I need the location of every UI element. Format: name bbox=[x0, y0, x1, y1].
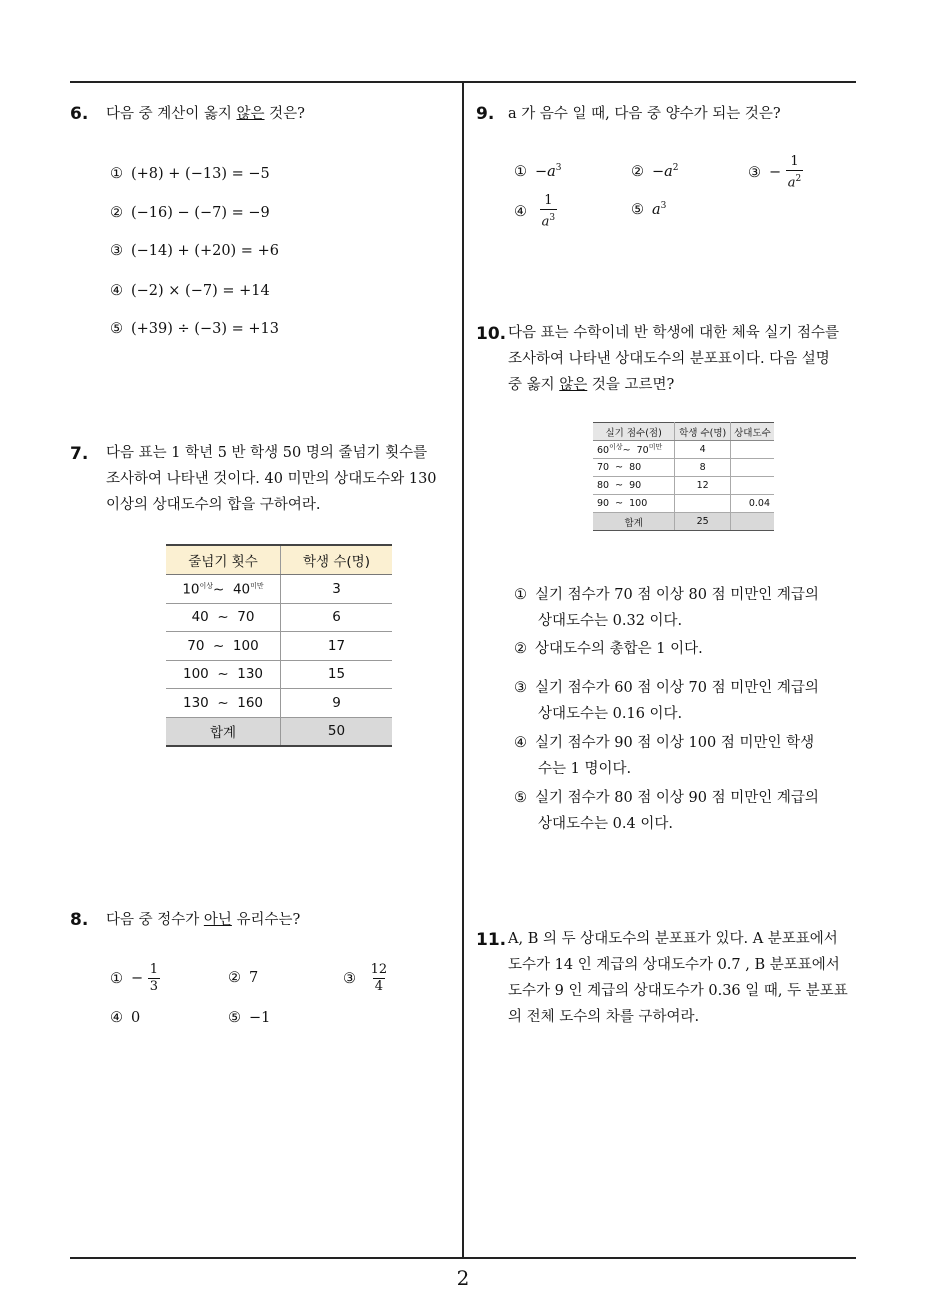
table-header: 줄넘기 횟수 bbox=[166, 545, 281, 575]
jump-rope-frequency-table bbox=[166, 544, 392, 747]
pe-score-relative-frequency-table bbox=[593, 422, 774, 531]
table-cell: $60^{이상}\sim$ $70^{미만}$ bbox=[593, 441, 675, 459]
q10-option-3[interactable]: ③ 실기 점수가 60 점 이상 70 점 미만인 계급의 상대도수는 0.16 이다. bbox=[514, 680, 819, 722]
q9-option-2[interactable]: ② $-a^2$ bbox=[631, 163, 679, 180]
table-header: 상대도수 bbox=[730, 423, 774, 441]
table-cell: 70 ~ 80 bbox=[593, 459, 675, 477]
q8-option-2[interactable]: ② 7 bbox=[228, 970, 259, 986]
q7-prompt: 다음 표는 1 학년 5 반 학생 50 명의 줄넘기 횟수를 조사하여 나타낸 것이다. 40 미만의 상대도수와 130 이상의 상대도수의 합을 구하여라. bbox=[106, 445, 437, 513]
table-cell bbox=[675, 495, 731, 513]
table-header-row bbox=[593, 423, 774, 441]
q8-option-5[interactable]: ⑤ −1 bbox=[228, 1010, 271, 1026]
q10-number: 10. bbox=[476, 324, 507, 344]
table-cell: 130 ~ 160 bbox=[166, 689, 281, 718]
table-cell bbox=[730, 441, 774, 459]
q6-option-5[interactable]: ⑤ (+39) ÷ (−3) = +13 bbox=[110, 321, 279, 337]
table-header: 학생 수(명) bbox=[675, 423, 731, 441]
table-cell: 40 ~ 70 bbox=[166, 603, 281, 632]
q9-option-1[interactable]: ① $-a^3$ bbox=[514, 163, 562, 180]
page-number: 2 bbox=[456, 1266, 470, 1290]
table-cell: 4 bbox=[675, 441, 731, 459]
q10-prompt: 다음 표는 수학이네 반 학생에 대한 체육 실기 점수를 조사하여 나타낸 상대도수의 분포표이다. 다음 설명 중 옳지 않은 것을 고르면? bbox=[508, 325, 840, 393]
q7-number: 7. bbox=[70, 444, 89, 464]
table-cell: 3 bbox=[281, 575, 393, 604]
q10-option-4[interactable]: ④ 실기 점수가 90 점 이상 100 점 미만인 학생 수는 1 명이다. bbox=[514, 735, 815, 777]
table-cell: 15 bbox=[281, 660, 393, 689]
q8-option-4[interactable]: ④ 0 bbox=[110, 1010, 141, 1026]
q9-option-4[interactable]: ④ $\frac{1}{a^3}$ bbox=[514, 193, 556, 230]
table-row bbox=[166, 603, 392, 632]
q8-option-3[interactable]: ③ $\frac{12}{4}$ bbox=[343, 962, 388, 994]
table-row bbox=[593, 441, 774, 459]
table-cell: 70 ~ 100 bbox=[166, 632, 281, 661]
table-cell: 90 ~ 100 bbox=[593, 495, 675, 513]
q11-number: 11. bbox=[476, 930, 507, 950]
fraction: $\frac{1}{a^3}$ bbox=[541, 193, 556, 230]
table-header-row bbox=[166, 545, 392, 575]
q8-number: 8. bbox=[70, 910, 89, 930]
q11-prompt: A, B 의 두 상대도수의 분포표가 있다. A 분포표에서 도수가 14 인 계급의 상대도수가 0.7 , B 분포표에서 도수가 9 인 계급의 상대도수가 0.36 일 때, 두 분포표 의 전체 도수의 차를 구하여라. bbox=[508, 931, 848, 1025]
column-divider bbox=[462, 82, 464, 1259]
table-header: 실기 점수(점) bbox=[593, 423, 675, 441]
q6-number: 6. bbox=[70, 104, 89, 124]
bottom-rule bbox=[70, 1257, 856, 1259]
q6-prompt: 다음 중 계산이 옳지 않은 것은? bbox=[106, 106, 305, 122]
table-cell: 50 bbox=[281, 717, 393, 746]
table-cell: 8 bbox=[675, 459, 731, 477]
table-row bbox=[166, 689, 392, 718]
table-cell: $10^{이상}\sim$ $40^{미만}$ bbox=[166, 575, 281, 604]
q9-option-5[interactable]: ⑤ $a^3$ bbox=[631, 201, 667, 218]
q10-option-1[interactable]: ① 실기 점수가 70 점 이상 80 점 미만인 계급의 상대도수는 0.32 이다. bbox=[514, 587, 819, 629]
q8-option-1[interactable]: ① − $\frac{1}{3}$ bbox=[110, 962, 159, 994]
q6-option-2[interactable]: ② (−16) − (−7) = −9 bbox=[110, 205, 270, 221]
q6-option-4[interactable]: ④ (−2) × (−7) = +14 bbox=[110, 283, 270, 299]
table-cell bbox=[730, 459, 774, 477]
q6-option-1[interactable]: ① (+8) + (−13) = −5 bbox=[110, 166, 270, 182]
fraction: $\frac{12}{4}$ bbox=[370, 962, 388, 994]
table-cell: 9 bbox=[281, 689, 393, 718]
q10-option-2[interactable]: ② 상대도수의 총합은 1 이다. bbox=[514, 641, 703, 657]
table-cell: 12 bbox=[675, 477, 731, 495]
q9-prompt: a 가 음수 일 때, 다음 중 양수가 되는 것은? bbox=[508, 106, 781, 122]
table-cell: 100 ~ 130 bbox=[166, 660, 281, 689]
table-row bbox=[166, 660, 392, 689]
q10-option-5[interactable]: ⑤ 실기 점수가 80 점 이상 90 점 미만인 계급의 상대도수는 0.4 이다. bbox=[514, 790, 819, 832]
table-cell: 17 bbox=[281, 632, 393, 661]
table-header: 학생 수(명) bbox=[281, 545, 393, 575]
table-cell: 80 ~ 90 bbox=[593, 477, 675, 495]
fraction: $\frac{1}{a^2}$ bbox=[787, 154, 802, 191]
table-row bbox=[593, 477, 774, 495]
table-cell: 6 bbox=[281, 603, 393, 632]
table-cell: 0.04 bbox=[730, 495, 774, 513]
table-row bbox=[166, 632, 392, 661]
q9-option-3[interactable]: ③ − $\frac{1}{a^2}$ bbox=[748, 154, 802, 191]
q9-number: 9. bbox=[476, 104, 495, 124]
table-total-row bbox=[166, 717, 392, 746]
table-row bbox=[593, 495, 774, 513]
table-row bbox=[166, 575, 392, 604]
table-cell bbox=[730, 513, 774, 531]
table-cell bbox=[730, 477, 774, 495]
table-total-row bbox=[593, 513, 774, 531]
q8-prompt: 다음 중 정수가 아닌 유리수는? bbox=[106, 912, 301, 928]
fraction: $\frac{1}{3}$ bbox=[149, 962, 159, 994]
table-cell: 합계 bbox=[593, 513, 675, 531]
q6-option-3[interactable]: ③ (−14) + (+20) = +6 bbox=[110, 243, 279, 259]
table-row bbox=[593, 459, 774, 477]
table-cell: 25 bbox=[675, 513, 731, 531]
table-cell: 합계 bbox=[166, 717, 281, 746]
